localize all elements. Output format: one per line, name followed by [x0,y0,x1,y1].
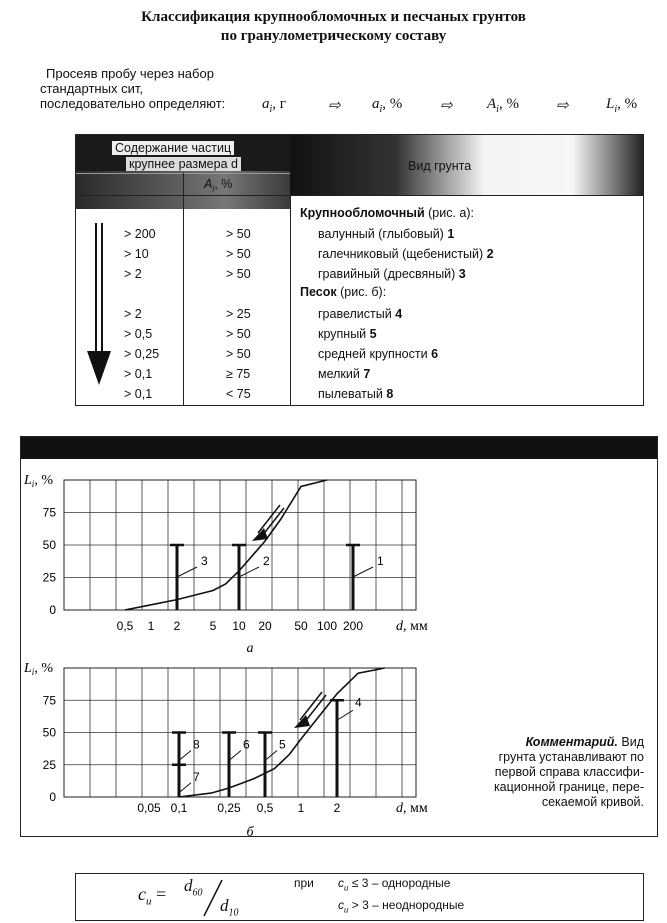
limit-label: 4 [355,695,362,710]
row-d-value: > 200 [124,227,156,241]
x-axis-label: d, мм [396,801,428,816]
row-soil-name: средней крупности 6 [318,347,439,361]
y-tick-label: 75 [42,505,56,520]
comment-block: Комментарий. Вид грунта устанавливают по первой справа классифи- кационной границе, пере- секаемой кривой. [493,735,644,809]
sequence-A-pct: $A_i$, % [487,96,519,115]
x-tick-label: 20 [258,619,272,633]
y-axis-label: $L_i$, % [24,473,53,489]
x-tick-label: 200 [342,619,364,633]
sequence-L-pct: $L_i$, % [606,96,638,115]
limit-label: 1 [377,554,384,568]
x-tick-label: 2 [333,801,341,815]
y-tick-label: 0 [49,603,56,617]
intro-line-2: стандартных сит, [40,81,143,96]
formula-denominator: $d_{10}$ [220,896,239,919]
arrow-icon: ⇨ [328,98,341,114]
x-tick-label: 10 [232,619,246,633]
limit-leader-line [337,710,353,720]
limit-label: 3 [201,554,208,568]
sequence-a-g: $a_i$, г [262,96,286,115]
y-tick-label: 25 [42,570,56,585]
limit-label: 7 [193,769,200,784]
row-A-value: > 50 [226,227,251,241]
group-coarse-title: Крупнообломочный (рис. а): [300,206,475,220]
y-tick-label: 25 [42,757,56,772]
x-tick-label: 100 [316,619,338,633]
x-tick-label: 1 [147,619,155,633]
x-tick-label: 5 [209,619,217,633]
row-d-value: > 0,25 [124,347,160,361]
row-d-value: > 10 [124,247,149,261]
y-tick-label: 75 [42,693,56,708]
title-line-1: Классификация крупнообломочных и песчаных грунтов [141,9,526,25]
row-d-value: > 0,1 [124,367,153,381]
limit-label: 8 [193,737,200,752]
y-axis-label: $L_i$, % [24,661,53,677]
arrow-icon: ⇨ [440,98,453,114]
row-soil-name: крупный 5 [318,327,377,341]
row-d-value: > 2 [124,267,142,281]
header-type-label: Вид грунта [408,159,472,173]
y-tick-label: 50 [42,725,56,740]
x-tick-label: 0,1 [170,801,188,815]
x-tick-label: 50 [294,619,308,633]
intro-line-3: последовательно определяют: [40,96,226,111]
row-A-value: > 50 [226,267,251,281]
row-d-value: > 0,1 [124,387,153,401]
row-A-value: > 25 [226,307,251,321]
row-A-value: > 50 [226,327,251,341]
down-arrow-icon [258,505,280,533]
row-d-value: > 0,5 [124,327,153,341]
row-A-value: < 75 [226,387,251,401]
formula-when: при [294,876,314,890]
chart-б [23,661,428,840]
row-soil-name: гравелистый 4 [318,307,403,321]
row-soil-name: пылеватый 8 [318,387,394,401]
chart-caption: б [246,825,254,840]
arrow-icon: ⇨ [556,98,569,114]
formula-lhs: $c_u$ = [138,884,167,908]
chart-caption: а [246,641,254,656]
intro-line-1: Просеяв пробу через набор [46,66,214,81]
formula-condition-2: $c_u > 3$ – неоднородные [338,898,465,915]
x-tick-label: 0,05 [137,801,161,815]
comment-title: Комментарий. [525,735,618,749]
title-line-2: по гранулометрическому составу [220,28,447,44]
limit-leader-line [353,567,373,577]
x-tick-label: 0,5 [116,619,134,633]
row-soil-name: гравийный (дресвяный) 3 [318,267,466,281]
limit-label: 5 [279,737,286,752]
limit-label: 2 [263,554,270,568]
row-A-value: ≥ 75 [226,367,251,381]
x-tick-label: 0,25 [217,801,241,815]
limit-leader-line [229,751,241,761]
uniformity-formula-box [75,873,644,921]
row-soil-name: мелкий 7 [318,367,371,381]
header-content-label-2: крупнее размера d [126,157,241,171]
x-tick-label: 1 [297,801,305,815]
y-tick-label: 50 [42,538,56,552]
limit-label: 6 [243,737,250,752]
chart-а [23,473,428,656]
y-tick-label: 0 [49,790,56,804]
limit-leader-line [179,751,191,761]
limit-leader-line [179,783,191,793]
formula-condition-1: $c_u \le 3$ – однородные [338,876,451,893]
formula-numerator: $d_{60}$ [184,876,203,899]
x-axis-label: d, мм [396,619,428,634]
row-soil-name: галечниковый (щебенистый) 2 [318,247,494,261]
header-content-label: Содержание частиц [112,141,234,155]
x-tick-label: 2 [173,619,181,633]
limit-leader-line [265,751,277,761]
group-sand-title: Песок (рис. б): [300,285,387,299]
x-tick-label: 0,5 [256,801,274,815]
header-A: $A_i$, % [204,177,233,194]
sequence-a-pct: $a_i$, % [372,96,403,115]
row-A-value: > 50 [226,347,251,361]
row-soil-name: валунный (глыбовый) 1 [318,227,455,241]
row-d-value: > 2 [124,307,142,321]
row-A-value: > 50 [226,247,251,261]
